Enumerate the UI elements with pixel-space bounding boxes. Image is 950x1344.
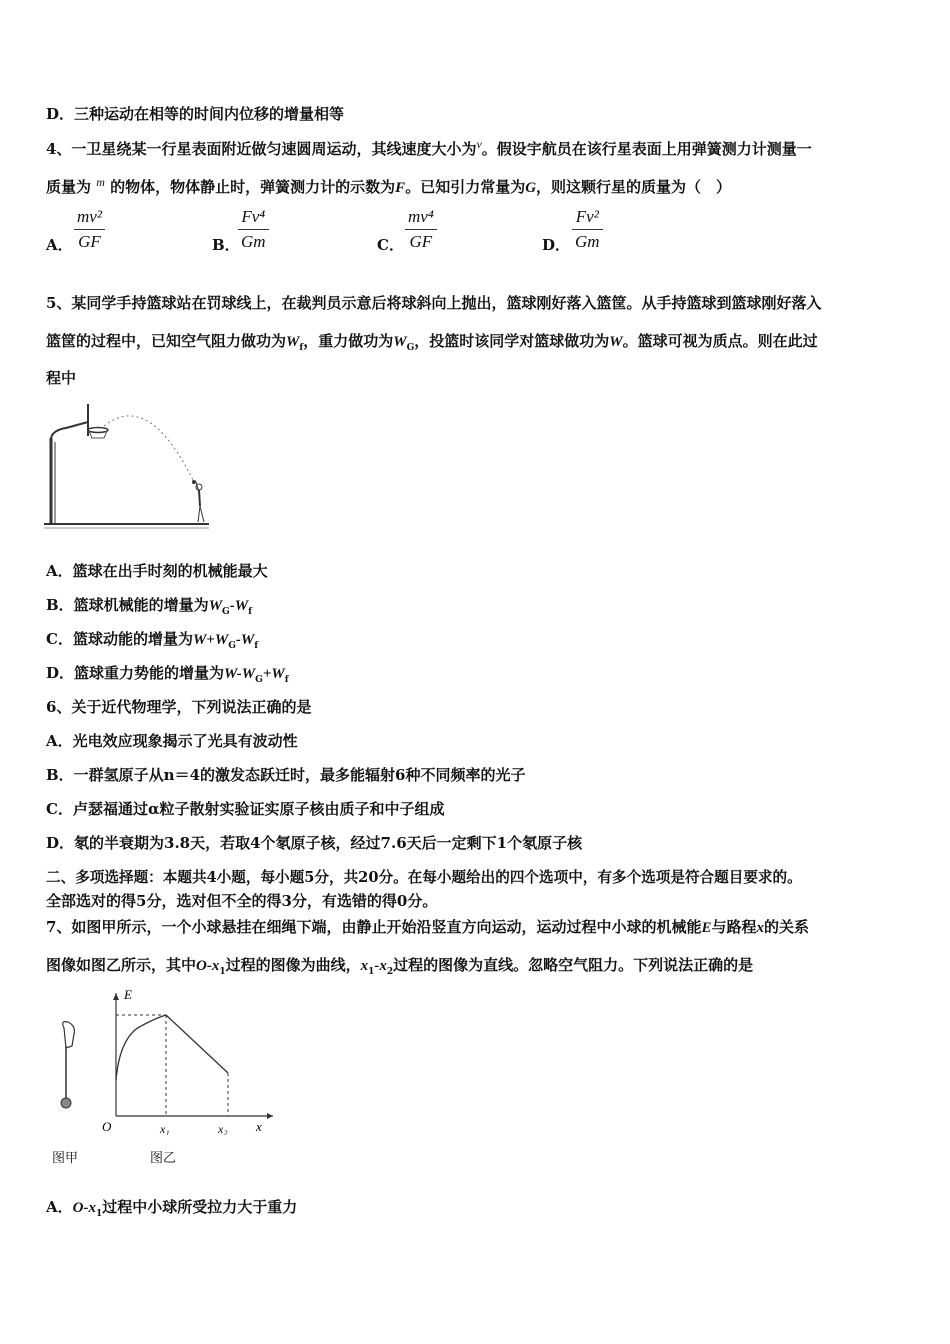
curve-segment: [116, 1015, 166, 1080]
section2-heading-line2: 全部选对的得5分，选对但不全的得3分，有选错的得0分。: [46, 892, 438, 910]
section2-heading-line1: 二、多项选择题：本题共4小题，每小题5分，共20分。在每小题给出的四个选项中，有多个选项是符合题目要求的。: [46, 869, 802, 886]
q4-option-b-fraction: Fv⁴ Gm: [238, 207, 269, 252]
ball-icon: [61, 1098, 71, 1108]
q5-stem-line1: 5、某同学手持篮球站在罚球线上，在裁判员示意后将球斜向上抛出，篮球刚好落入篮筐。从手持篮球到篮球刚好落入: [46, 294, 822, 312]
q7-option-a: A．$O-x_1$过程中小球所受拉力大于重力: [46, 1198, 298, 1219]
q6-option-c: C．卢瑟福通过α粒子散射实验证实原子核由质子和中子组成: [46, 800, 445, 818]
hoop-rim: [88, 428, 108, 433]
pendulum-figure: [46, 1018, 96, 1118]
q4-option-c-fraction: mv⁴ GF: [405, 207, 437, 252]
q6-option-d: D．氡的半衰期为3.8天，若取4个氡原子核，经过7.6天后一定剩下1个氡原子核: [46, 834, 583, 852]
q7-stem-line1: 7、如图甲所示，一个小球悬挂在细绳下端，由静止开始沿竖直方向运动，运动过程中小球的机械能E与路程x的关系: [46, 918, 809, 936]
figure-jia-caption: 图甲: [52, 1151, 79, 1166]
axis-origin: O: [102, 1119, 112, 1134]
basketball-figure: [44, 400, 254, 530]
q5-stem-line3: 程中: [46, 369, 77, 387]
axis-label-x: x: [256, 1119, 262, 1134]
q6-option-b: B．一群氢原子从n＝4的激发态跃迁时，最多能辐射6种不同频率的光子: [46, 766, 526, 784]
q4-option-d-label: D．: [542, 236, 571, 254]
q4-option-d-fraction: Fv² Gm: [572, 207, 603, 252]
q4-option-a-fraction: mv² GF: [74, 207, 105, 252]
line-segment: [166, 1015, 228, 1073]
q6-option-a: A．光电效应现象揭示了光具有波动性: [46, 732, 298, 750]
axis-label-e: E: [124, 987, 132, 1002]
q4-stem-line2: 质量为 $^m$ 的物体，物体静止时，弹簧测力计的示数为F。已知引力常量为G，则这颗行星的质量为（ ）: [46, 175, 732, 196]
q5-option-c: C．篮球动能的增量为$W+W_G-W_f$: [46, 630, 259, 651]
tick-x2: x₂: [218, 1122, 228, 1135]
q3-option-d: D．三种运动在相等的时间内位移的增量相等: [46, 105, 345, 123]
q5-stem-line2: 篮筐的过程中，已知空气阻力做功为$W_f$，重力做功为$W_G$，投篮时该同学对篮球做功为W。篮球可视为质点。则在此过: [46, 332, 818, 353]
q4-option-b-label: B．: [212, 236, 240, 254]
q5-option-d: D．篮球重力势能的增量为$W-W_G+W_f$: [46, 664, 289, 685]
figure-yi-caption: 图乙: [150, 1151, 177, 1166]
q4-option-a-label: A．: [46, 236, 73, 254]
q5-option-a: A．篮球在出手时刻的机械能最大: [46, 562, 268, 580]
ball-trajectory: [104, 416, 194, 482]
q4-option-c-label: C．: [377, 236, 404, 254]
energy-graph: [98, 985, 283, 1135]
tick-x1: x₁: [160, 1122, 170, 1135]
q7-stem-line2: 图像如图乙所示，其中$O-x_1$过程的图像为曲线，$x_1-x_2$过程的图像为直线。忽略空气阻力。下列说法正确的是: [46, 956, 754, 977]
q6-stem: 6、关于近代物理学，下列说法正确的是: [46, 698, 312, 716]
q4-stem-line1: 4、一卫星绕某一行星表面附近做匀速圆周运动，其线速度大小为$^v$。假设宇航员在该行星表面上用弹簧测力计测量一: [46, 137, 812, 158]
hand-icon: [63, 1022, 75, 1048]
hoop-arm: [51, 422, 88, 438]
q5-option-b: B．篮球机械能的增量为$W_G-W_f$: [46, 596, 252, 617]
player-figure: [192, 480, 204, 522]
